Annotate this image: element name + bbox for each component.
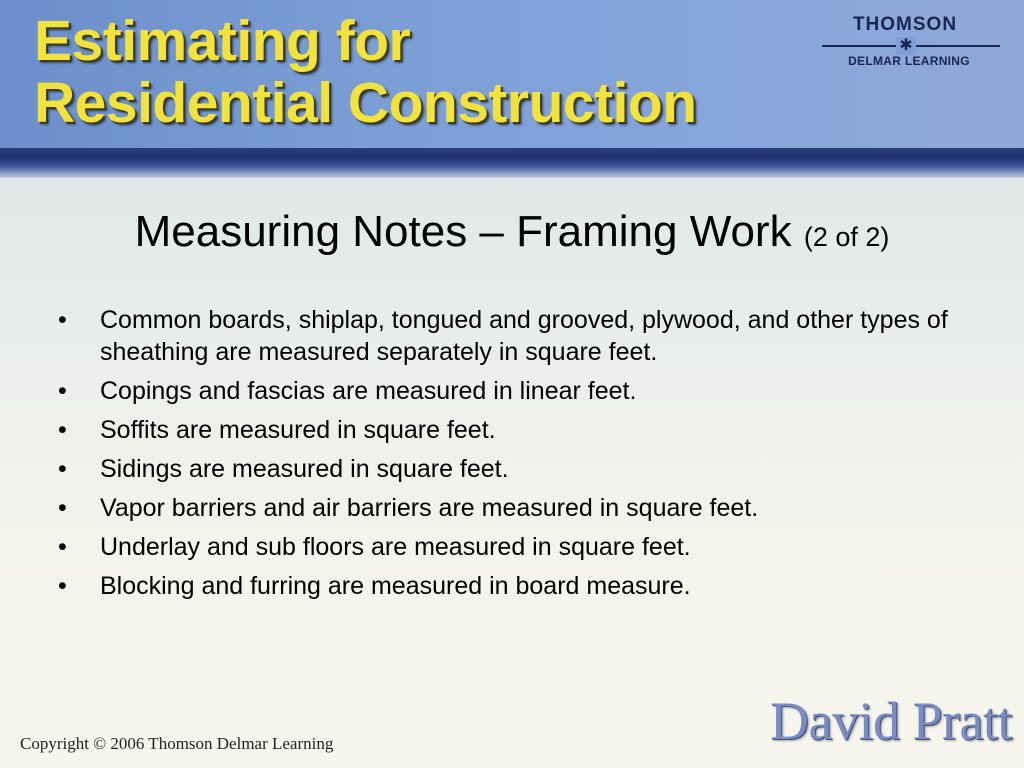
list-item-text: Vapor barriers and air barriers are measured in square feet.: [100, 494, 759, 522]
list-item: [58, 531, 978, 563]
list-item-text: Sidings are measured in square feet.: [100, 455, 509, 483]
list-item-text: Common boards, shiplap, tongued and grooved, plywood, and other types of sheathing are measured separately in square feet.: [100, 306, 948, 366]
star-icon: ✱: [896, 37, 916, 55]
list-item-text: Copings and fascias are measured in linear feet.: [100, 377, 637, 405]
header-banner: [0, 0, 1024, 150]
list-item-text: Underlay and sub floors are measured in square feet.: [100, 533, 691, 561]
list-item: [58, 570, 978, 602]
book-title-line1: Estimating for: [34, 9, 411, 73]
book-title-line2: Residential Construction: [34, 71, 697, 135]
slide-title: [0, 205, 1024, 264]
publisher-sub: DELMAR LEARNING: [848, 54, 970, 68]
bullet-icon: •: [58, 533, 67, 561]
header-divider-band: [0, 148, 1024, 178]
bullet-icon: •: [58, 416, 67, 444]
bullet-icon: •: [58, 494, 67, 522]
bullet-icon: •: [58, 377, 67, 405]
list-item: [58, 304, 978, 368]
list-item: [58, 414, 978, 446]
author-name: David Pratt: [770, 691, 1012, 751]
list-item: [58, 492, 978, 524]
bullet-icon: •: [58, 572, 67, 600]
bullet-icon: •: [58, 455, 67, 483]
publisher-name: THOMSON: [852, 14, 958, 35]
book-title: [34, 10, 697, 134]
slide-title-main: Measuring Notes – Framing Work: [134, 207, 792, 256]
list-item-text: Soffits are measured in square feet.: [100, 416, 496, 444]
publisher-logo: [816, 14, 1006, 74]
bullet-list: [58, 304, 978, 609]
list-item-text: Blocking and furring are measured in board measure.: [100, 572, 691, 600]
slide-title-suffix: (2 of 2): [803, 222, 890, 252]
copyright-notice: Copyright © 2006 Thomson Delmar Learning: [20, 734, 334, 753]
list-item: [58, 375, 978, 407]
bullet-icon: •: [58, 306, 67, 334]
list-item: [58, 453, 978, 485]
